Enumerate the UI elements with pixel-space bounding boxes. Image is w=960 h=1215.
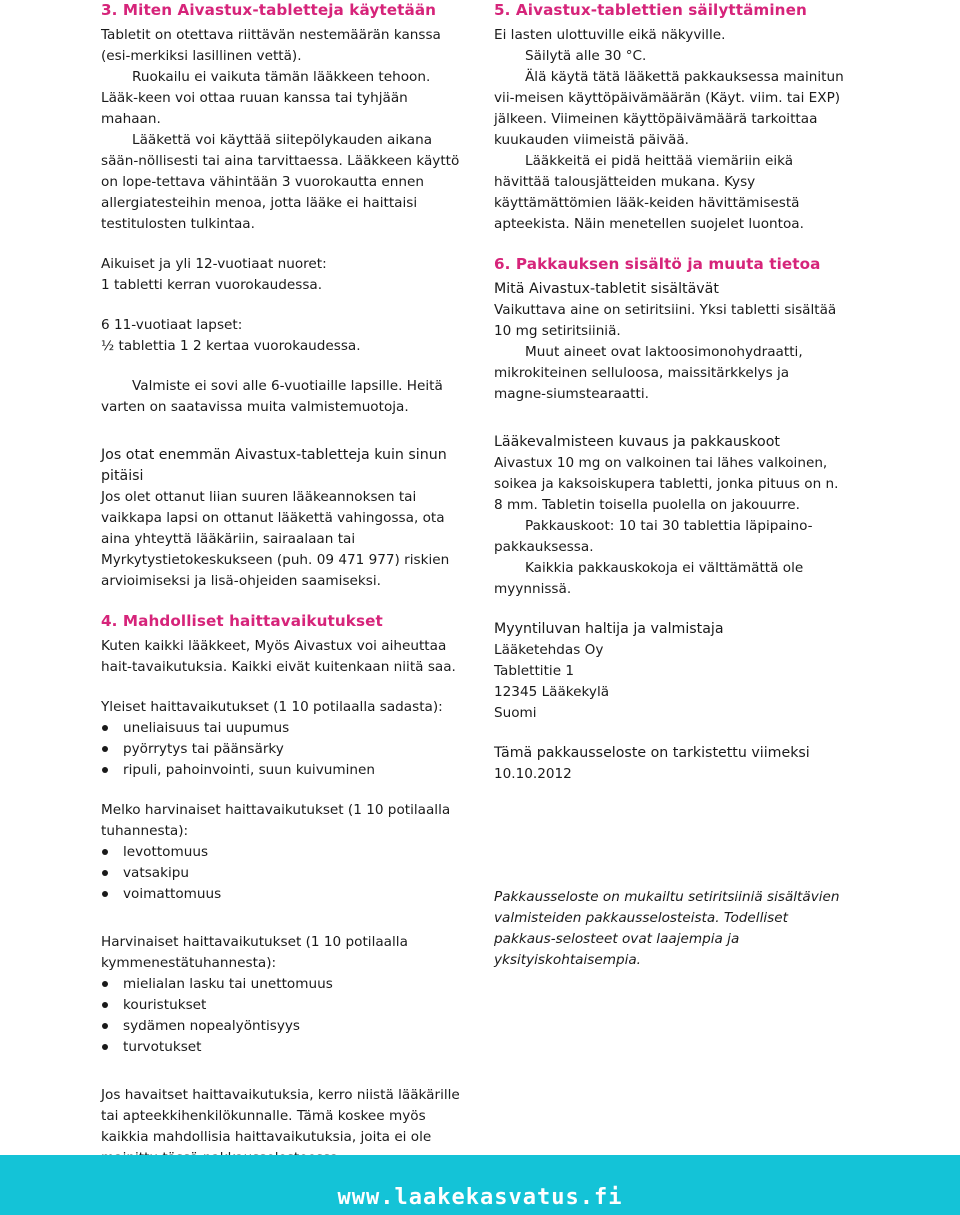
contains-paragraph-2: Muut aineet ovat laktoosimonohydraatti, mikrokiteinen selluloosa, maissitärkkelys ja magne-siumstearaatti. [494, 344, 803, 402]
dose-note: Valmiste ei sovi alle 6-vuotiaille lapsille. Heitä varten on saatavissa muita valmistemuotoja. [101, 378, 443, 415]
overdose-heading: Jos otat enemmän Aivastux-tabletteja kuin sinun pitäisi [101, 447, 447, 484]
description-paragraph-2: Pakkauskoot: 10 tai 30 tablettia läpipaino-pakkauksessa. [494, 518, 813, 555]
uncommon-effects-label: Melko harvinaiset haittavaikutukset (1 10 potilaalla tuhannesta): [101, 802, 451, 839]
description-paragraph-3: Kaikkia pakkauskokoja ei välttämättä ole myynnissä. [494, 560, 804, 597]
contains-paragraph-1: Vaikuttava aine on setiritsiini. Yksi tabletti sisältää 10 mg setiritsiiniä. [494, 302, 837, 339]
rare-effects-list [101, 974, 471, 1058]
s4-intro: Kuten kaikki lääkkeet, Myös Aivastux voi aiheuttaa hait-tavaikutuksia. Kaikki eivät kuitenkaan niitä saa. [101, 638, 456, 675]
common-effects-list [101, 718, 471, 781]
s3-paragraph-3: Lääkettä voi käyttää siitepölykauden aikana sään-nöllisesti tai aina tarvittaessa. Lääkkeen käyttö on lope-tettava vähintään 3 vuorokautta ennen allergiatesteihin menoa, jotta lääke ei haittaisi testitulosten tulkintaa. [101, 132, 460, 232]
s5-paragraph-1: Ei lasten ulottuville eikä näkyville. [494, 27, 726, 43]
dose-children-label: 6 11-vuotiaat lapset: [101, 317, 243, 333]
list-item: ripuli, pahoinvointi, suun kuivuminen [101, 760, 471, 781]
dose-children-value: ½ tablettia 1 2 kertaa vuorokaudessa. [101, 338, 361, 354]
list-item: sydämen nopealyöntisyys [101, 1016, 471, 1037]
section-3-heading: 3. Miten Aivastux-tabletteja käytetään [101, 1, 437, 19]
report-text: Jos havaitset haittavaikutuksia, kerro niistä lääkärille tai apteekkihenkilökunnalle. Tämä koskee myös kaikkia mahdollisia haittavaikutuksia, joita ei ole [101, 1087, 460, 1145]
holder-heading: Myyntiluvan haltija ja valmistaja [494, 621, 724, 637]
holder-line: Suomi [494, 705, 537, 721]
s5-paragraph-3: Älä käytä tätä lääkettä pakkauksessa mainitun vii-meisen käyttöpäivämäärän (Käyt. viim. tai EXP) jälkeen. Viimeinen käyttöpäivämäärä tarkoittaa kuukauden viimeistä päivää. [494, 69, 844, 148]
left-column [101, 0, 471, 1169]
overdose-text: Jos olet ottanut liian suuren lääkeannoksen tai vaikkapa lapsi on ottanut lääkettä vahingossa, ota aina yhteyttä lääkäriin, sairaalaan tai Myrkytystietokeskukseen (puh. 09 471 977) riskien arvioimiseksi ja lisä-ohjeiden saamiseksi. [101, 489, 450, 589]
uncommon-effects-list [101, 842, 471, 905]
section-4-heading: 4. Mahdolliset haittavaikutukset [101, 612, 383, 630]
s3-paragraph-1: Tabletit on otettava riittävän nestemäärän kanssa (esi-merkiksi lasillinen vettä). [101, 27, 441, 64]
s5-paragraph-4: Lääkkeitä ei pidä heittää viemäriin eikä hävittää talousjätteiden mukana. Kysy käyttämättömien lääk-keiden hävittämisestä apteekista. Näin menetellen suojelet luontoa. [494, 153, 804, 232]
section-6-heading: 6. Pakkauksen sisältö ja muuta tietoa [494, 255, 821, 273]
s5-paragraph-2: Säilytä alle 30 °C. [525, 48, 647, 64]
footer-band [0, 1155, 960, 1215]
revised-date: 10.10.2012 [494, 766, 572, 782]
list-item: voimattomuus [101, 884, 471, 905]
holder-line: 12345 Lääkekylä [494, 684, 610, 700]
description-heading: Lääkevalmisteen kuvaus ja pakkauskoot [494, 434, 780, 450]
list-item: pyörrytys tai päänsärky [101, 739, 471, 760]
list-item: uneliaisuus tai uupumus [101, 718, 471, 739]
list-item: kouristukset [101, 995, 471, 1016]
section-5-heading: 5. Aivastux-tablettien säilyttäminen [494, 1, 807, 19]
common-effects-label: Yleiset haittavaikutukset (1 10 potilaalla sadasta): [101, 699, 443, 715]
s3-paragraph-2: Ruokailu ei vaikuta tämän lääkkeen tehoon. Lääk-keen voi ottaa ruuan kanssa tai tyhjään mahaan. [101, 69, 431, 127]
adaptation-note: Pakkausseloste on mukailtu setiritsiiniä sisältävien valmisteiden pakkausselosteista. Todelliset pakkaus-selosteet ovat laajempia ja yksityiskohtaisempia. [494, 889, 840, 968]
website-link[interactable]: www.laakekasvatus.fi [337, 1184, 623, 1210]
list-item: mielialan lasku tai unettomuus [101, 974, 471, 995]
right-column [494, 0, 844, 785]
contains-heading: Mitä Aivastux-tabletit sisältävät [494, 281, 719, 297]
rare-effects-label: Harvinaiset haittavaikutukset (1 10 potilaalla kymmenestätuhannesta): [101, 934, 408, 971]
holder-line: Tablettitie 1 [494, 663, 575, 679]
description-paragraph-1: Aivastux 10 mg on valkoinen tai lähes valkoinen, soikea ja kaksoiskupera tabletti, jonka pituus on n. 8 mm. Tabletin toisella puolella on jakouurre. [494, 455, 839, 513]
dose-adults-value: 1 tabletti kerran vuorokaudessa. [101, 277, 323, 293]
list-item: turvotukset [101, 1037, 471, 1058]
dose-adults-label: Aikuiset ja yli 12-vuotiaat nuoret: [101, 256, 327, 272]
revised-heading: Tämä pakkausseloste on tarkistettu viimeksi [494, 745, 810, 761]
list-item: vatsakipu [101, 863, 471, 884]
holder-line: Lääketehdas Oy [494, 642, 604, 658]
list-item: levottomuus [101, 842, 471, 863]
